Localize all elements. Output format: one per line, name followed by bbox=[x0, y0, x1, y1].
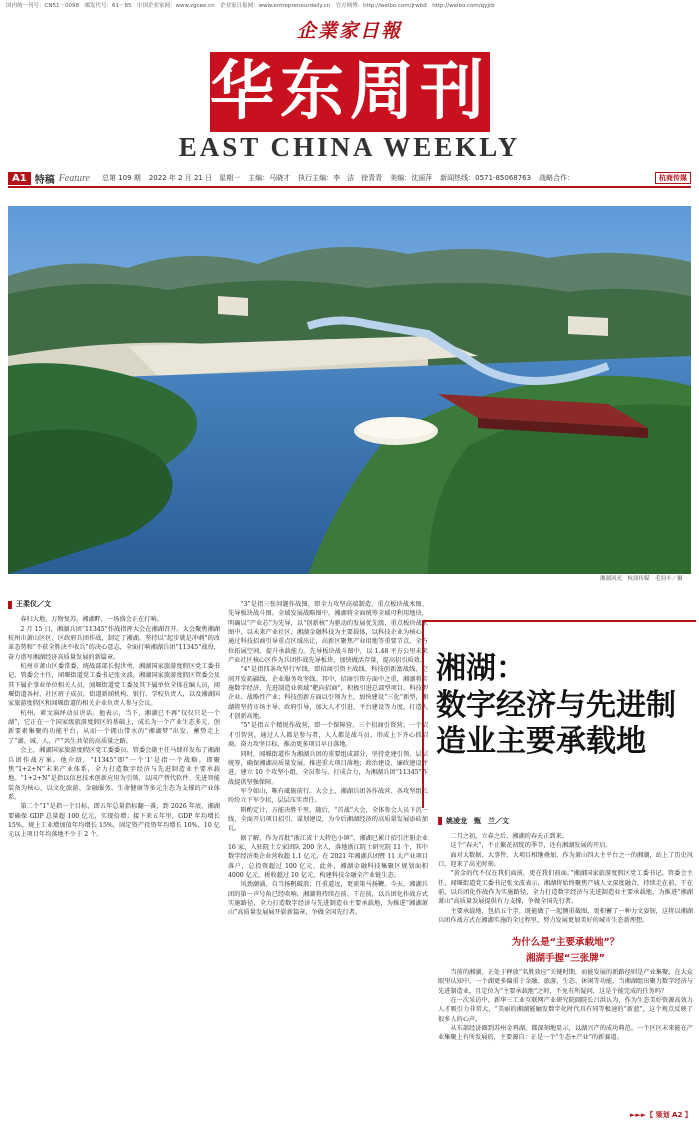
right-byline bbox=[438, 816, 509, 826]
top-info-bar bbox=[0, 0, 699, 9]
mid-paragraph: 风劲潮涌，自当扬帆破浪；任重道远，更需策马扬鞭。今天，湘湖兵团的第一声号角已经吹响，湘湖将持续在前、干在前，以兵团化作战方式实施路径，全力打造数字经济与先进制造业主要承载地，为推进“湘湖萧山”高质量发展展开崭新篇章，争做全国先行者。 bbox=[228, 881, 428, 917]
right-article-title-box bbox=[422, 620, 696, 808]
mid-paragraph: 斟酌定计，方能决胜千里。随后，“首战”大会，全体参会人员下沉一线，全面开启项目招引、谋划建设，为今后湘湖经济的高质量发展添砖加瓦。 bbox=[228, 806, 428, 833]
masthead-title: 华东周刊 bbox=[210, 52, 490, 132]
page-number-badge: A1 bbox=[8, 172, 31, 185]
left-byline bbox=[8, 600, 220, 609]
mid-paragraph: “5”是指五个精锐作战营，即一个保障营、三个招商引资营、一个招才引智营。通过人人都是参与者，人人都是战斗员，形成上下齐心抓招商，奋力攻坚目标，推动更多项目早日落地。 bbox=[228, 722, 428, 749]
right-paragraph: 在一次采访中，新华三工业互联网产业研究院副院长吕洪认为，作为生态美好资源高效力人才吸引力非常大，“美丽的湘湖能触发数字化时代具有同等极速的“新蓝”，这个观点反映了很多人的心声。 bbox=[438, 997, 693, 1023]
chief-editor: 主编：马晓才 bbox=[248, 174, 291, 182]
left-paragraph: 春归大地，万物复苏。湘湖畔，一场盛会正在打响。 bbox=[20, 616, 163, 624]
mid-paragraph: 据了解，作为首批“浙江省十大特色小镇”，湘湖已累计招引注册企业 16 家，入驻院士专家团队 200 余人，落地浙江院士研究院 11 个，其中数字经济类企业营收超 1.1 亿元。在 2021 年湘湖兵团暨 11 大产业项目落户，总投资超过 100 亿元，此外，湘湖金融科技集聚区规划面积 4000 亿元，税收超过 10 亿元，构建科技金融全产业链生态。 bbox=[228, 834, 428, 879]
art-editor: 美编：沈丽萍 bbox=[390, 174, 433, 182]
right-paragraph: 主要承载地，包括五个字，既能做了一起侧重截图，更积蓄了一种力文姿韧，这将以湘湖兵团作战方式在湘湖实施的全过程里，努力发展更加美好的城市生态新理想。 bbox=[438, 907, 693, 925]
right-paragraph: 二月之初，立春之后，湘湖的春天正到来。 bbox=[450, 833, 568, 840]
mid-paragraph: “3”是指三张问题作战图，即全力攻坚高端制造、重点板块战术图、先导板块战斗图。全域发展战略图中，湘湖将全面统筹全域可利用地块，明确以“产业芯”为先导，以“创新核”为驱动的发展优先级，重点板块战术图中，以未来产业社区、湘湖金融科技为主要载体，以科技企业为核心，通过科技招商引导重点区域出让，高新区聚焦产业用地等重要节点，全方位拓展空间、提升承载能力。先导板块战斗图中，以 1.48 平方公里未来产业社区核心区作为兵团作战先导板块，加快做活存量，提高招引质效。 bbox=[228, 601, 428, 665]
right-paragraph: “黄金的代不仅在我们面前，更在我们前面。”湘湖国家旅游度假区党工委书记、管委会主任，闻堰街道党工委书记张文波表示，湘湖将始终聚焦产城人文深度融合，持续走在前、干在前，以兵团化作战作为实施路径，全力打造数字经济与先进制造业主要承载地，为推进“湘湖萧山”高质量发展提供有力支撑，争做全国先行者。 bbox=[438, 870, 693, 906]
right-subheading-2: 湘湖手握“三张牌” bbox=[526, 953, 605, 964]
right-paragraph: 从东部经济圈到苏州金鸡湖，都深刻地显示，以湖兴产的成功典范。一个区区未来能在产业集聚上有所发展的，主要源自：正是一个“生态+产业”的新赛道。 bbox=[438, 1025, 693, 1042]
issue-date: 2022 年 2 月 21 日 星期一 bbox=[148, 174, 241, 182]
left-article-column bbox=[8, 600, 220, 1124]
lake-landscape-illustration bbox=[8, 206, 691, 574]
right-title-line1: 湘湖： bbox=[436, 651, 526, 686]
issue-number: 总第 109 期 bbox=[102, 174, 141, 182]
left-byline-text: 王柔仪／文 bbox=[16, 600, 51, 608]
byline-marker bbox=[8, 601, 12, 609]
exec-editor: 执行主编：李 洁 徐青青 bbox=[298, 174, 383, 182]
right-paragraph: 这个“春天”，不止繁花初绽的季节，还有湘湖发展的开启。 bbox=[450, 842, 612, 850]
left-paragraph: 第二个“1”是指一个目标，即五年总量指标翻一番，到 2026 年底，湘湖要确保 GDP 总量超 100 亿元，实现倍增；接下来五年里，GDP 年均增长 15%，规上工业增加值年均增长 15%，固定资产投资年均增长 10%，10 亿元以上项目年均落地不少于 2 个。 bbox=[8, 803, 220, 839]
issue-info-bar bbox=[8, 170, 691, 188]
masthead-english: EAST CHINA WEEKLY bbox=[178, 132, 521, 162]
right-byline-text: 姚凌龙 甄 兰／文 bbox=[446, 817, 509, 825]
mid-paragraph: 军令如山，唯有砥砺前行。大会上，湘湖兵团各作战营、各攻坚组长纷纷立下军令状，层层压实责任。 bbox=[228, 787, 428, 805]
partner-logo: 杭商传媒 bbox=[655, 172, 691, 184]
middle-article-column bbox=[228, 600, 428, 1124]
right-paragraph: 当前的湘湖，正处于释放“名胜效应”关键时期，而能发展的新路径则是产业集聚。在大众眼里认知中，一个湖更多偏重于金融、旅游、生态、休闲等功能，当湘湖组出聚力数字经济与先进制造业，且定位为“主要承载地”之时，不免有所疑问，这是个能完成的任务吗？ bbox=[438, 969, 693, 995]
left-paragraph: 2 月 15 日，湘湖兵团“11345”作战指挥大会在湘湖召开。大会聚焦湘湖杭州市萧山区区、区政府兵团作战，制定了湘湖，坚持以“起步就是冲刺”的改革态势和“不获全胜决不收兵”的决心意志，全面打响湘湖兵团“11345”战役，奋力谱写湘湖经济高质量发展的新篇章。 bbox=[8, 625, 220, 661]
byline-marker bbox=[438, 817, 442, 825]
top-info-text: 国内统一刊号：CN51－0098 邮发代号：61－85 中国企业家网：www.zgcee.cn 企业家日报网：www.entrepreneurdaily.cn 官方网博：http://weibo.com/jrwbd http://weibo.com/qyjrb bbox=[6, 3, 495, 8]
right-subheading-1: 为什么是“主要承载地”？ bbox=[511, 937, 620, 948]
left-paragraph: 杭州市萧山区委常委、统战部部长倪世勇，湘湖国家旅游度假区党工委书记、管委会主任，闻堰街道党工委书记张文波，湘湖国家旅游度假区管委会及其下属企事业单位相关人员，闻堰街道党工委及其下属单位全体在编人员，闻堰街道各村、社区班子成员，街道新闻机构、银行、学校负责人，以及湘湖国家旅游度假区和闻堰街道的相关企业负责人参与会议。 bbox=[8, 663, 220, 708]
newspaper-brand: 企業家日報 bbox=[296, 20, 402, 42]
mid-paragraph: “4”是指四条攻坚行军线，即招商引资主战线、科技创新富战线、空间开发拓疆线、企业服务攻坚线。其中，招商引资方面中之重，湘湖将实施数字经济、先进制造业领域“靶向招商”，积极引进总部型项目、科技型企业、战略性产业；科技创新方面以引领为主，加快建设“三化”新型，湘湖将坚持市场主导、政府引导，加大人才引进、平台建设等力度，打造人才创新高地。 bbox=[228, 666, 428, 721]
hero-photo bbox=[8, 206, 691, 574]
section-english: Feature bbox=[58, 172, 90, 184]
partner-label: 战略合作： bbox=[539, 174, 575, 182]
mid-paragraph: 同时，闻堰街道作为湘湖兵团的重要组成部分，坚持党建引领、层层统筹，确保湘湖高质量发展，推进重大项目落地；政治建设、廉政建设并进，建立 10 个攻坚小组，全员参与、打成合力，为湘湖兵团“11345”作战提供坚强保障。 bbox=[228, 750, 428, 786]
photo-caption: 湘湖风光 杭商传媒 毛羽丰／摄 bbox=[600, 576, 683, 582]
right-article-column-continued bbox=[438, 968, 693, 1108]
right-title-line2: 数字经济与先进制造业主要承载地 bbox=[436, 688, 676, 759]
section-title: 特稿 bbox=[34, 174, 55, 186]
next-page-marker: ►►►【 策划 A2 】 bbox=[630, 1111, 692, 1119]
left-paragraph: 杭州，素文演绎动员讲话。他表示，当下，湘湖已不再“仅仅只是一个湖”，它正在一个国家级旅游度假区的基础上，成长为一个产业生态多元、创新要素集聚的功能平台，从而一个拥山带水的“湘湖梦”出发，蓄势走上了“湖、城、人、产”共生共荣的高质量之路。 bbox=[8, 709, 220, 745]
news-hotline: 新闻热线：0571-85068763 bbox=[440, 174, 532, 182]
left-paragraph: 会上，湘湖国家旅游度假区党工委委员、管委会副主任马肆祥发布了湘湖兵团作战方案。他介绍，“11345”即“一个‘1’是指一个战略，即聚焦“1+2+N”未来产业体系，全力打造数字经济与先进制造业主要承载地。“1+2+N”是指以信息技术创新应用为引领，以国产替代软件、先进智能装备为核心，以文化旅游、金融服务、生命健康等多元生态为支撑的产业体系。 bbox=[8, 747, 220, 801]
right-paragraph: 面对大数据、大事件、大项目相继叠加，作为萧山四大主平台之一的湘湖，站上了历史风口，迎来了高光时刻。 bbox=[438, 851, 693, 869]
